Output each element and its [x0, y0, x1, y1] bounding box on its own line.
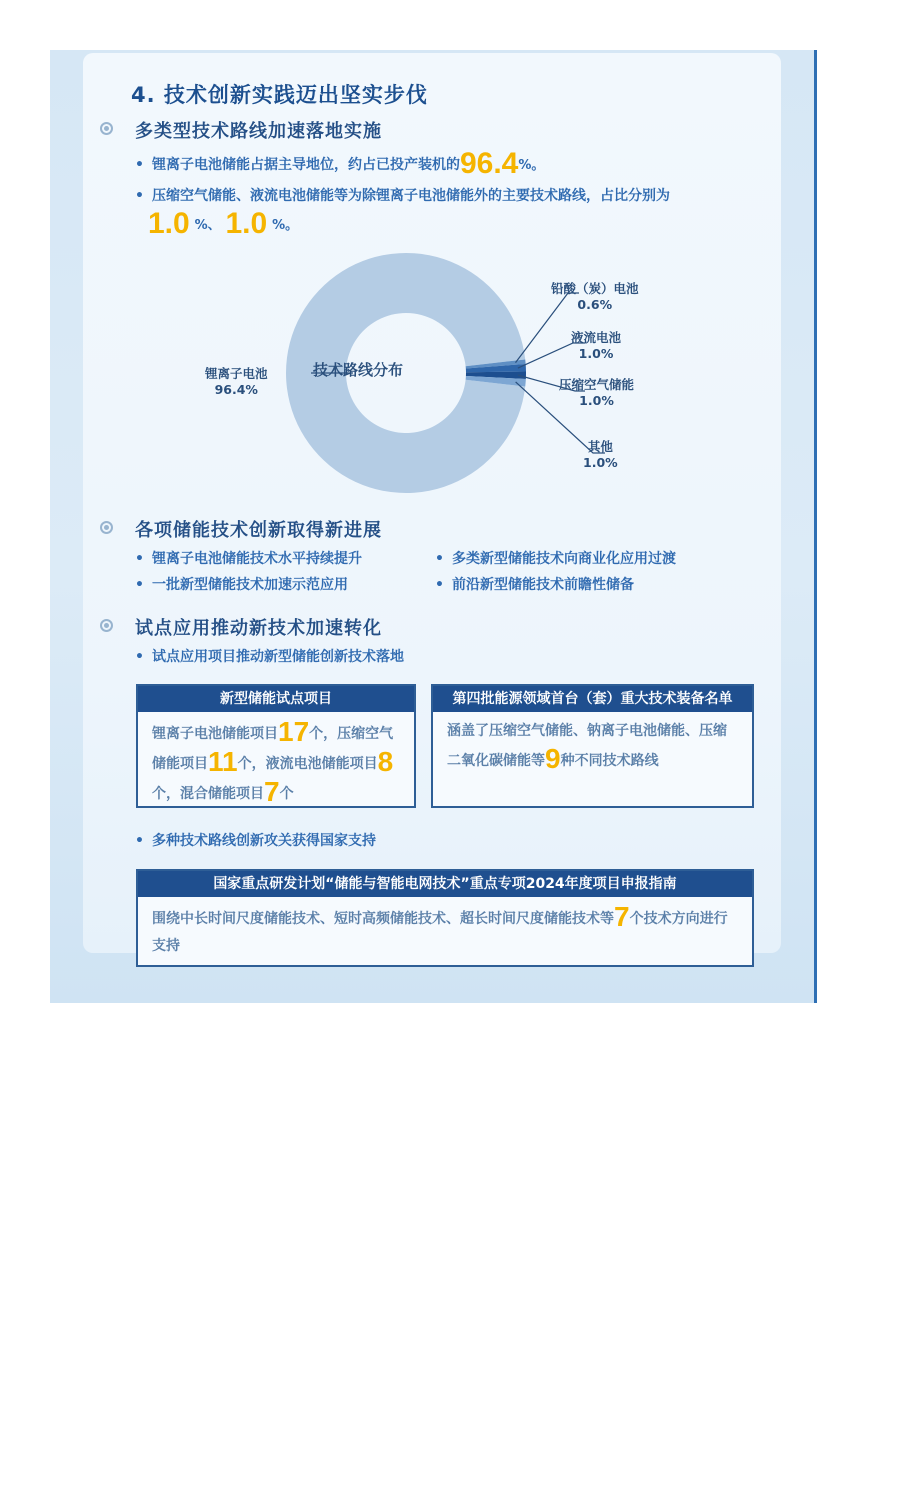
bullet-pilot-projects	[135, 646, 404, 666]
bullet-other-routes-values	[148, 209, 298, 239]
subsection-title-2: 各项储能技术创新取得新进展	[135, 520, 382, 541]
bullet-dot-icon: •	[435, 577, 444, 593]
highlight-number: 11	[208, 746, 238, 777]
highlight-number: 8	[377, 746, 394, 777]
box-body	[138, 712, 414, 814]
box-text: 围绕中长时间尺度储能技术、短时高频储能技术、超长时间尺度储能技术等	[152, 911, 614, 927]
bullet-dot-icon: •	[135, 577, 144, 593]
highlight-number: 17	[278, 716, 310, 747]
slice-label-lithium	[205, 366, 268, 398]
circle-bullet-icon	[100, 122, 113, 135]
slice-label-flow-battery	[571, 330, 621, 362]
bullet-dot-icon: •	[135, 649, 144, 665]
bullet-dot-icon: •	[135, 833, 144, 849]
bullet-text: 试点应用项目推动新型储能创新技术落地	[151, 649, 404, 665]
box-text: 种不同技术路线	[560, 753, 659, 769]
box-title: 第四批能源领域首台（套）重大技术装备名单	[433, 686, 752, 712]
bullet-text: 锂离子电池储能占据主导地位，约占已投产装机的	[151, 157, 460, 173]
box-body	[433, 712, 752, 781]
bullet-dot-icon: •	[135, 551, 144, 567]
bullet-national-support	[135, 830, 376, 850]
slice-name: 铅酸（炭）电池	[551, 281, 639, 296]
highlight-number: 1.0	[148, 207, 190, 240]
slice-label-lead-acid	[551, 281, 639, 313]
unit: %。	[518, 158, 545, 173]
highlight-number: 9	[545, 743, 561, 774]
national-rd-program-box	[136, 869, 754, 967]
bullet-text: 前沿新型储能技术前瞻性储备	[451, 577, 634, 593]
unit: %、	[194, 218, 221, 233]
highlight-number: 96.4	[459, 147, 519, 180]
slice-name: 锂离子电池	[205, 366, 268, 381]
box-text: 个，混合储能项目	[152, 786, 264, 802]
box-title: 国家重点研发计划“储能与智能电网技术”重点专项2024年度项目申报指南	[138, 871, 752, 897]
bullet-text: 一批新型储能技术加速示范应用	[151, 577, 348, 593]
bullet-other-routes	[135, 185, 670, 205]
slice-name: 液流电池	[571, 330, 622, 345]
progress-item	[435, 548, 676, 568]
slice-value: 1.0%	[578, 346, 614, 361]
slice-value: 0.6%	[577, 297, 613, 312]
major-equipment-list-box	[431, 684, 754, 808]
progress-item	[135, 548, 362, 568]
highlight-number: 1.0	[225, 207, 268, 240]
bullet-dot-icon: •	[135, 157, 144, 173]
box-text: 涵盖了压缩空气储能、钠离子电池储能、压缩二氧化碳储能等	[447, 723, 727, 769]
unit: %。	[272, 218, 299, 233]
progress-item	[435, 574, 634, 594]
box-text: 个，液流电池储能项目	[237, 756, 378, 772]
box-title: 新型储能试点项目	[138, 686, 414, 712]
bullet-dot-icon: •	[135, 188, 144, 204]
box-text: 个	[279, 786, 294, 802]
poster-right-edge	[814, 50, 817, 1003]
pilot-projects-box	[136, 684, 416, 808]
bullet-text: 锂离子电池储能技术水平持续提升	[151, 551, 362, 567]
subsection-title-1: 多类型技术路线加速落地实施	[135, 121, 382, 142]
slice-name: 压缩空气储能	[559, 377, 635, 392]
bullet-lithium-share	[135, 149, 544, 179]
circle-bullet-icon	[100, 619, 113, 632]
content-panel	[83, 53, 781, 953]
slice-value: 1.0%	[579, 393, 614, 408]
highlight-number: 7	[614, 901, 630, 932]
slice-value: 1.0%	[583, 455, 618, 470]
box-text: 锂离子电池储能项目	[152, 726, 278, 742]
bullet-dot-icon: •	[435, 551, 444, 567]
bullet-text: 多种技术路线创新攻关获得国家支持	[151, 833, 376, 849]
infographic-poster	[50, 50, 817, 1003]
highlight-number: 7	[264, 776, 280, 807]
circle-bullet-icon	[100, 521, 113, 534]
slice-value: 96.4%	[214, 382, 258, 397]
section-title: 4. 技术创新实践迈出坚实步伐	[131, 83, 428, 107]
box-text: 个，压缩空气储能项目	[152, 726, 394, 772]
progress-item	[135, 574, 348, 594]
slice-name: 其他	[587, 439, 613, 454]
chart-center-label: 技术路线分布	[313, 361, 404, 379]
slice-label-other	[583, 439, 618, 471]
subsection-title-3: 试点应用推动新技术加速转化	[135, 618, 382, 639]
bullet-text: 多类新型储能技术向商业化应用过渡	[451, 551, 676, 567]
box-text: 个技术方向进行支持	[152, 911, 728, 954]
slice-label-compressed-air	[559, 377, 634, 409]
box-body	[138, 897, 752, 966]
bullet-text: 压缩空气储能、液流电池储能等为除锂离子电池储能外的主要技术路线，占比分别为	[151, 188, 670, 204]
